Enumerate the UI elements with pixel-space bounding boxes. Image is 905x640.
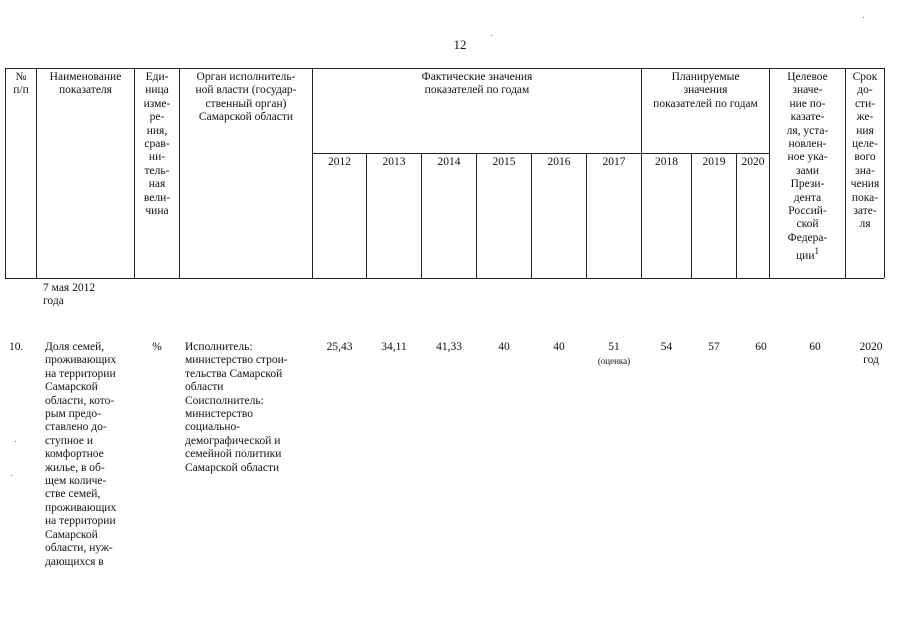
footnote-marker: 1 [814,246,819,257]
value-2017-note: (оценка) [597,356,631,366]
value-2015: 40 [498,341,510,353]
year-header: 2015 [492,156,516,168]
year-header: 2016 [547,156,571,168]
row-indicator-name: Доля семей, проживающих на территории Самарской области, кото- рым предо- ставлено до- ступное и комфортное жилье, в об- щем количе- стве семей, проживающих на территории Самарской области, нуж- дающихся в [45,341,117,568]
value-2019: 57 [708,341,720,353]
value-2012: 25,43 [326,341,353,353]
year-header: 2014 [437,156,461,168]
year-header: 2012 [328,156,351,168]
header-target-value: Целевое значе- ние по- казате- ля, уста- новлен- ное ука- зами Прези- дента Россий- ской Федера- ции$^1$ [786,71,829,263]
page-number: 12 [453,37,467,52]
scan-speck: · [490,31,494,42]
header-planned-values: Планируемые значения показателей по годам [653,71,758,110]
header-deadline: Срок до- сти- же- ния целе- вого зна- чения пока- зате- ля [850,71,880,231]
continuation-text: 7 мая 2012 года [43,282,96,308]
header-indicator-name: Наименование показателя [49,71,122,97]
scan-speck: · [10,471,14,482]
value-2016: 40 [553,341,565,353]
header-number: № п/п [13,71,29,97]
header-unit: Еди- ница изме- ре- ния, срав- ни- тель- ная вели- чина [143,71,171,218]
year-header: 2018 [655,156,678,168]
year-header: 2017 [602,156,626,168]
scan-speck: · [14,437,18,448]
value-2017: 51 [608,341,620,353]
value-2020: 60 [755,341,767,353]
row-executive-body: Исполнитель: министерство строи- тельства Самарской области Соисполнитель: министерство социально- демографической и семейной политики Самарской области [185,341,288,474]
header-actual-values: Фактические значения показателей по годам [421,71,533,97]
row-unit: % [152,341,162,353]
header-executive-body: Орган исполнитель- ной власти (государ- ственный орган) Самарской области [195,71,297,124]
value-2018: 54 [660,341,673,353]
row-number: 10. [9,341,24,353]
scan-speck: · [862,13,866,24]
year-header: 2019 [702,156,726,168]
value-2014: 41,33 [436,341,462,353]
row-target-value: 60 [809,341,821,353]
year-header: 2020 [741,156,765,168]
row-deadline: 2020 год [859,341,883,367]
year-header: 2013 [382,156,406,168]
value-2013: 34,11 [381,341,407,353]
